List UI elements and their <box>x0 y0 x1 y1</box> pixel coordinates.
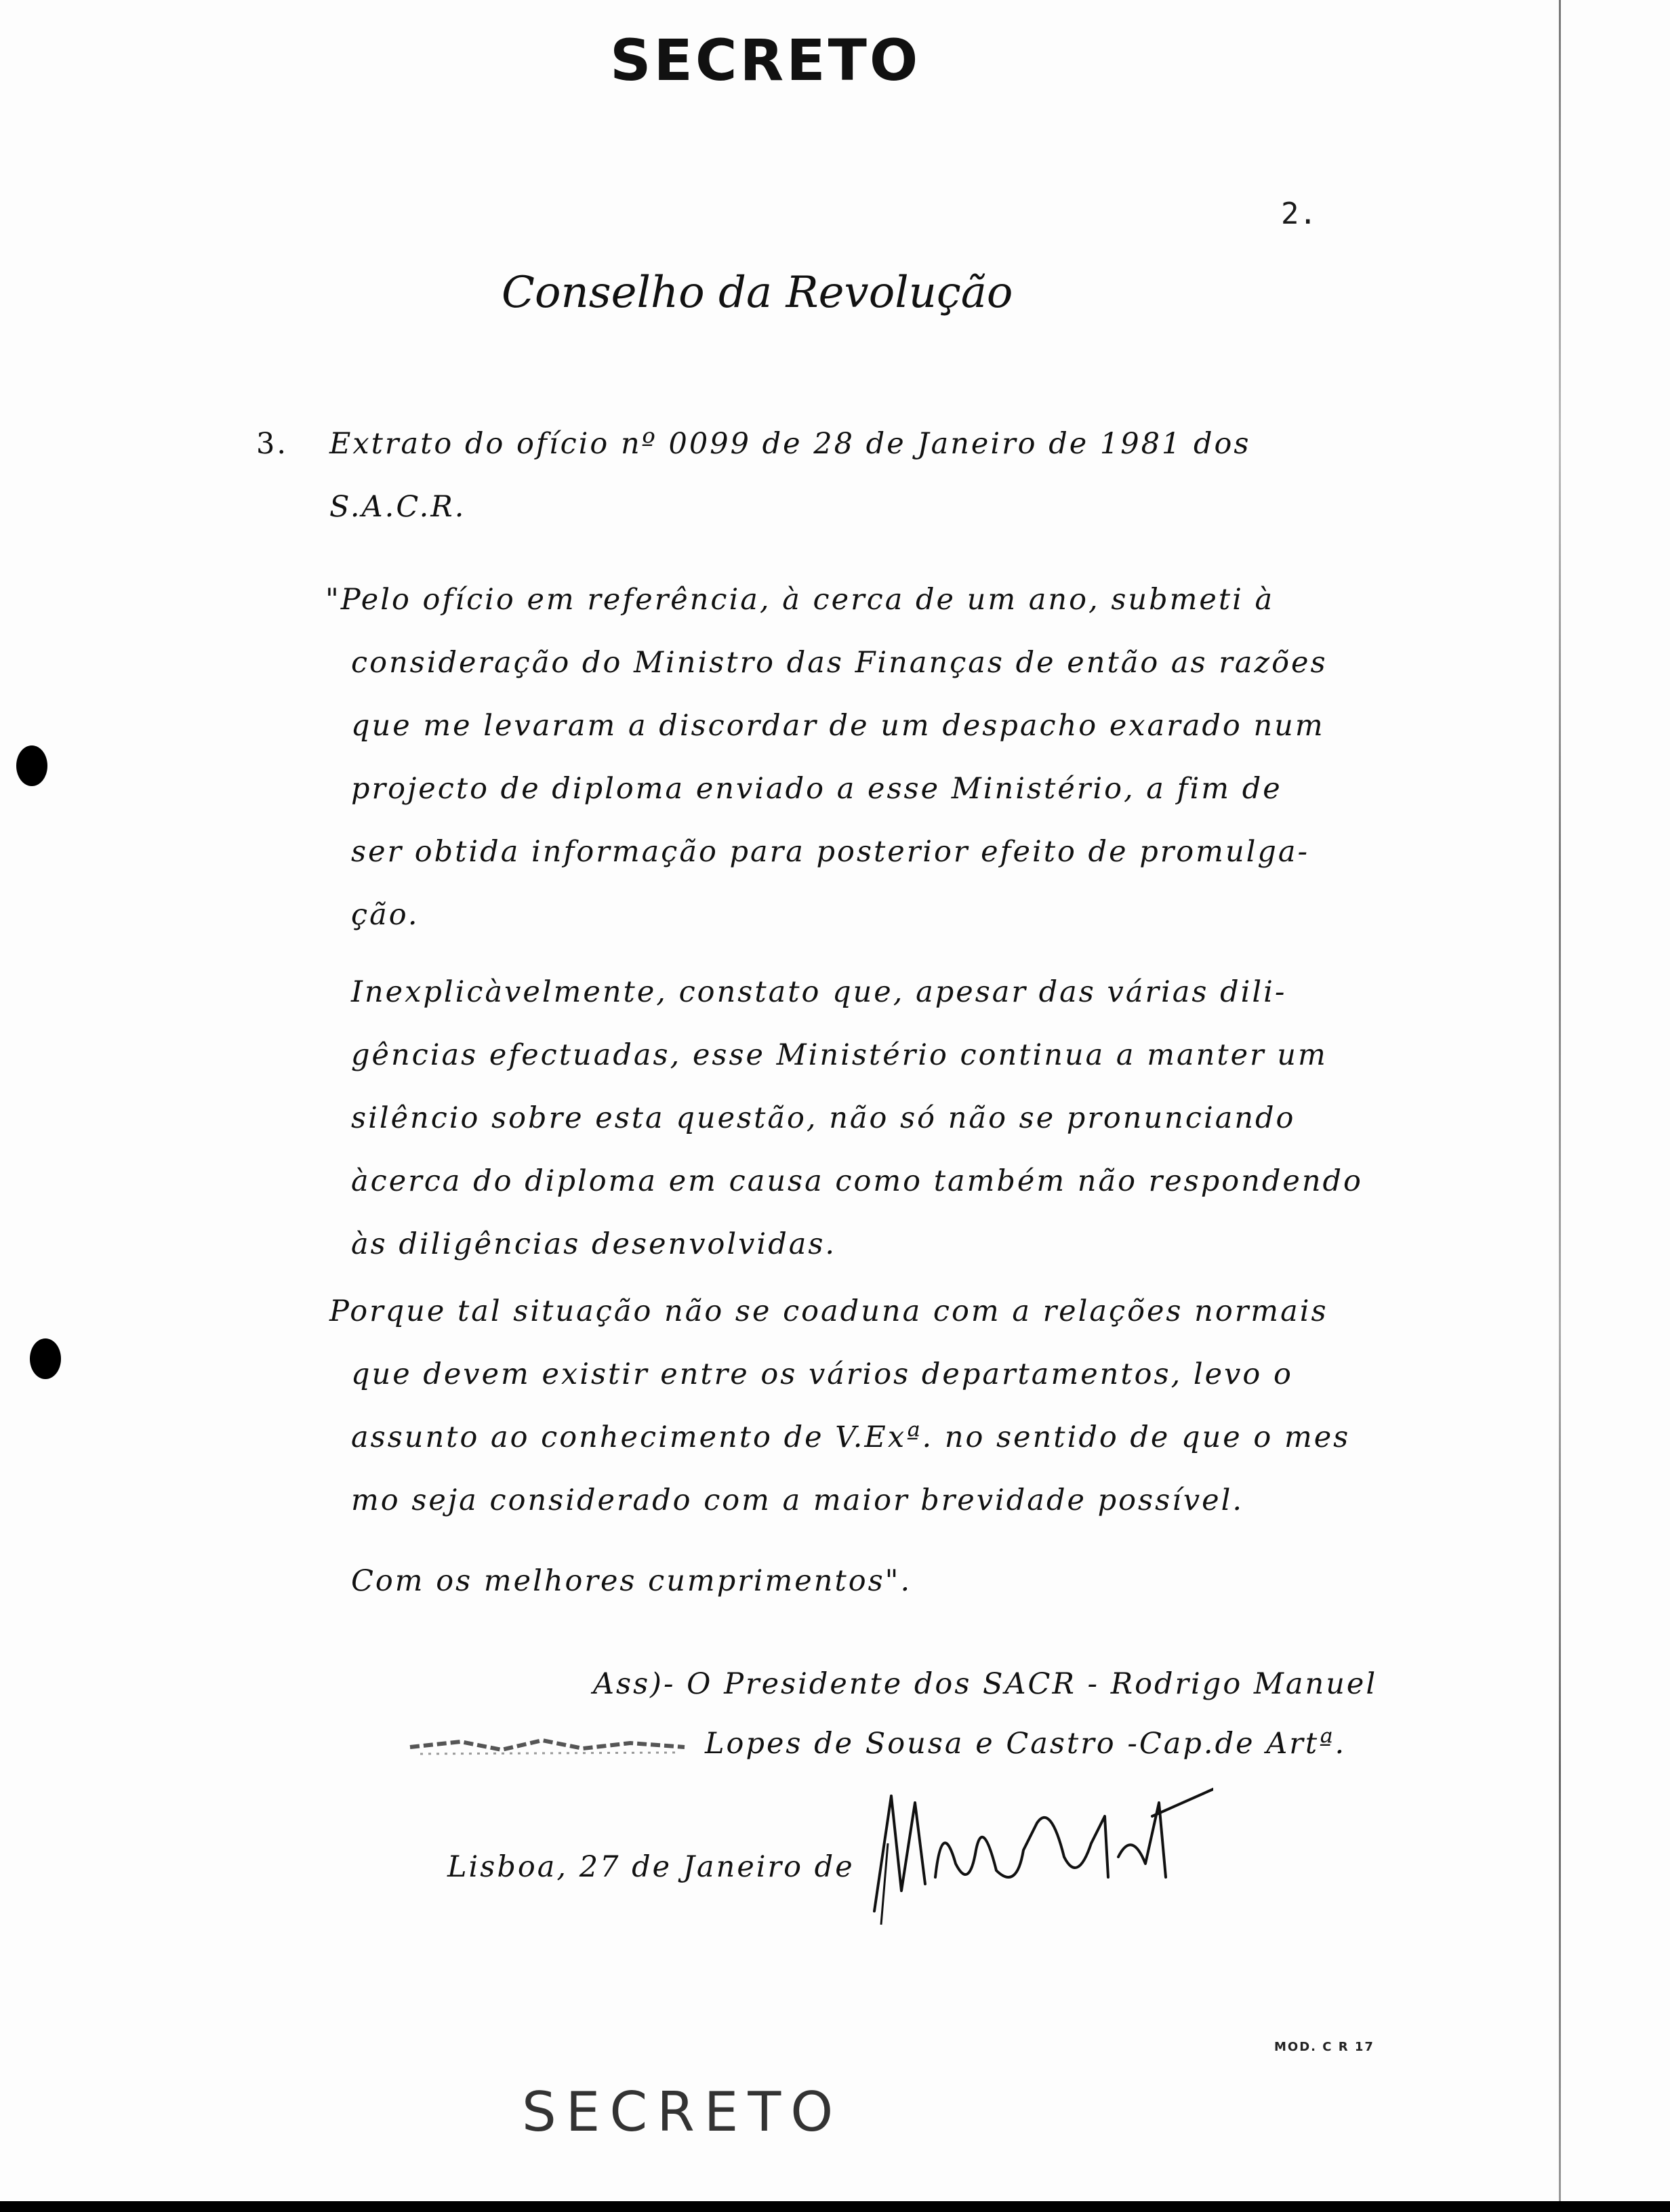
quote-line: gências efectuadas, esse Ministério continua a manter um <box>351 1038 1328 1072</box>
classification-stamp-top: SECRETO <box>610 27 921 94</box>
quote-line: Inexplicàvelmente, constato que, apesar das várias dili- <box>351 975 1287 1009</box>
signature-block-line: Lopes de Sousa e Castro -Cap.de Artª. <box>705 1727 1347 1761</box>
redaction-scribble <box>407 1727 691 1761</box>
item-number: 3. <box>256 427 289 461</box>
quote-line: "Pelo ofício em referência, à cerca de um ano, submeti à <box>325 583 1275 617</box>
page-number: 2. <box>1281 197 1317 231</box>
letterhead-title: Conselho da Revolução <box>502 268 1013 318</box>
quote-line: às diligências desenvolvidas. <box>351 1227 837 1261</box>
quote-line: que me levaram a discordar de um despacho exarado num <box>351 709 1325 743</box>
item-heading-line: S.A.C.R. <box>329 490 466 524</box>
quote-line: àcerca do diploma em causa como também não respondendo <box>351 1164 1363 1198</box>
form-code: MOD. C R 17 <box>1274 2040 1374 2054</box>
item-heading-line: Extrato do ofício nº 0099 de 28 de Janeiro de 1981 dos <box>329 427 1251 461</box>
quote-line: consideração do Ministro das Finanças de então as razões <box>351 646 1328 680</box>
handwritten-signature <box>861 1776 1213 1938</box>
punch-hole <box>16 745 47 786</box>
quote-line: que devem existir entre os vários departamentos, levo o <box>351 1357 1293 1391</box>
quote-line: ção. <box>351 898 420 932</box>
place-date: Lisboa, 27 de Janeiro de <box>447 1850 855 1884</box>
page-edge-right <box>1559 0 1561 2212</box>
quote-line: ser obtida informação para posterior efeito de promulga- <box>351 835 1310 869</box>
quote-line: mo seja considerado com a maior brevidade possível. <box>351 1483 1244 1517</box>
quote-line: projecto de diploma enviado a esse Ministério, a fim de <box>351 772 1282 806</box>
signature-block-line: Ass)- O Presidente dos SACR - Rodrigo Manuel <box>593 1667 1378 1701</box>
page-edge-bottom <box>0 2201 1670 2212</box>
classification-stamp-bottom: SECRETO <box>522 2081 843 2144</box>
closing-line: Com os melhores cumprimentos". <box>351 1564 912 1598</box>
quote-line: assunto ao conhecimento de V.Exª. no sentido de que o mes <box>351 1420 1351 1454</box>
punch-hole <box>30 1338 61 1379</box>
quote-line: Porque tal situação não se coaduna com a relações normais <box>329 1294 1328 1328</box>
quote-line: silêncio sobre esta questão, não só não se pronunciando <box>351 1101 1296 1135</box>
